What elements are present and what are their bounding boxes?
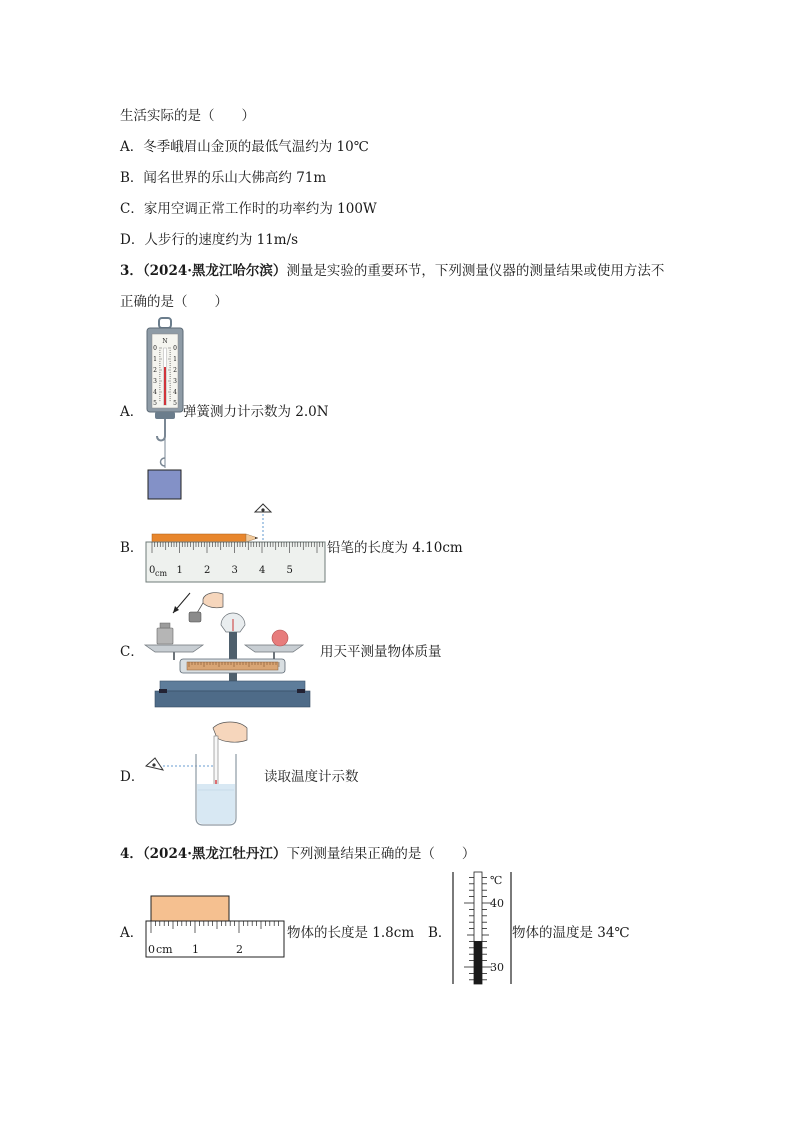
- liquid-column: [474, 941, 482, 984]
- spring-scale-pointer-bar: [164, 367, 166, 405]
- question-source: （2024·黑龙江哈尔滨）: [142, 263, 287, 279]
- option-text: 人步行的速度约为 11m/s: [144, 232, 299, 248]
- question-number: 4．: [120, 846, 143, 862]
- measured-object: [151, 896, 229, 921]
- eye-icon: [146, 758, 163, 770]
- thermometer-beaker-figure: [143, 718, 253, 828]
- ruler-label: 3: [231, 565, 238, 576]
- ruler-unit: cm: [156, 943, 173, 956]
- ruler-label: 2: [236, 943, 243, 956]
- ruler-unit: cm: [155, 569, 168, 578]
- ruler-label: 0: [149, 565, 156, 576]
- q2-option-b: [120, 166, 326, 186]
- option-text: 家用空调正常工作时的功率约为 100W: [143, 201, 377, 217]
- spring-scale-label: 2: [153, 367, 157, 374]
- q4-b-text: 物体的温度是 34℃: [512, 925, 630, 941]
- q3-stem-line2: 正确的是（ ）: [120, 294, 228, 310]
- q3-b-letter: B．: [120, 540, 144, 556]
- thermometer-label-30: 30: [490, 961, 504, 974]
- spring-scale-label: 0: [173, 345, 177, 352]
- ruler: [146, 542, 325, 582]
- spring-scale-label: 1: [153, 356, 157, 363]
- spring-scale-label: 1: [173, 356, 177, 363]
- spring-scale-label: 5: [153, 400, 157, 407]
- q3-a-text: 弹簧测力计示数为 2.0N: [183, 404, 329, 420]
- q2-option-c: [120, 197, 377, 217]
- q3-stem: [120, 259, 664, 279]
- option-letter: C．: [120, 201, 144, 217]
- spring-scale-label: 2: [173, 367, 177, 374]
- option-text: 闻名世界的乐山大佛高约 71m: [143, 170, 327, 186]
- q3-a-letter: A．: [120, 404, 144, 420]
- weight-block: [157, 628, 173, 644]
- eye-icon: [255, 504, 271, 512]
- q2-stem-tail: 生活实际的是（ ）: [120, 108, 255, 124]
- option-letter: B．: [120, 170, 144, 186]
- q4-stem: [120, 842, 475, 862]
- question-text: 下列测量结果正确的是（ ）: [286, 846, 476, 862]
- hanging-weight: [148, 470, 181, 499]
- ruler-label: 1: [192, 943, 199, 956]
- question-text: 测量是实验的重要环节，下列测量仪器的测量结果或使用方法不: [286, 263, 665, 279]
- q4-ruler-figure: [145, 895, 285, 959]
- q4-a-text: 物体的长度是 1.8cm: [287, 925, 415, 941]
- object-ball: [272, 630, 288, 646]
- q3-c-text: 用天平测量物体质量: [320, 644, 442, 660]
- spring-scale-label: 4: [153, 389, 157, 396]
- q3-b-text: 铅笔的长度为 4.10cm: [327, 540, 463, 556]
- q2-option-d: [120, 228, 298, 248]
- option-text: 冬季峨眉山金顶的最低气温约为 10℃: [143, 139, 369, 155]
- question-source: （2024·黑龙江牡丹江）: [142, 846, 287, 862]
- thermometer-unit: ℃: [490, 874, 503, 887]
- spring-scale-label: 3: [153, 378, 157, 385]
- q3-d-letter: D．: [120, 769, 145, 785]
- q3-c-letter: C．: [120, 644, 144, 660]
- q3-d-text: 读取温度计示数: [264, 769, 359, 785]
- ruler-label: 2: [204, 565, 211, 576]
- ruler-label: 1: [176, 565, 183, 576]
- option-letter: D．: [120, 232, 145, 248]
- question-number: 3．: [120, 263, 143, 279]
- spring-scale-label: 4: [173, 389, 177, 396]
- balance-figure: [145, 585, 315, 710]
- q2-option-a: [120, 135, 369, 155]
- ruler-label: 0: [148, 943, 155, 956]
- hand-with-tweezers: [189, 593, 223, 622]
- spring-scale-unit: N: [162, 338, 168, 345]
- q4-thermometer-figure: [450, 872, 512, 984]
- spring-scale-label: 5: [173, 400, 177, 407]
- ruler-label: 5: [286, 565, 293, 576]
- thermometer-label-40: 40: [490, 897, 504, 910]
- spring-scale-label: 0: [153, 345, 157, 352]
- spring-scale-figure: [145, 318, 185, 503]
- q4-a-letter: A．: [120, 925, 144, 941]
- q4-b-letter: B．: [428, 925, 452, 941]
- pencil-ruler-figure: [145, 502, 327, 584]
- pencil: [152, 534, 246, 542]
- option-letter: A．: [120, 139, 144, 155]
- ruler-label: 4: [259, 565, 266, 576]
- spring-scale-label: 3: [173, 378, 177, 385]
